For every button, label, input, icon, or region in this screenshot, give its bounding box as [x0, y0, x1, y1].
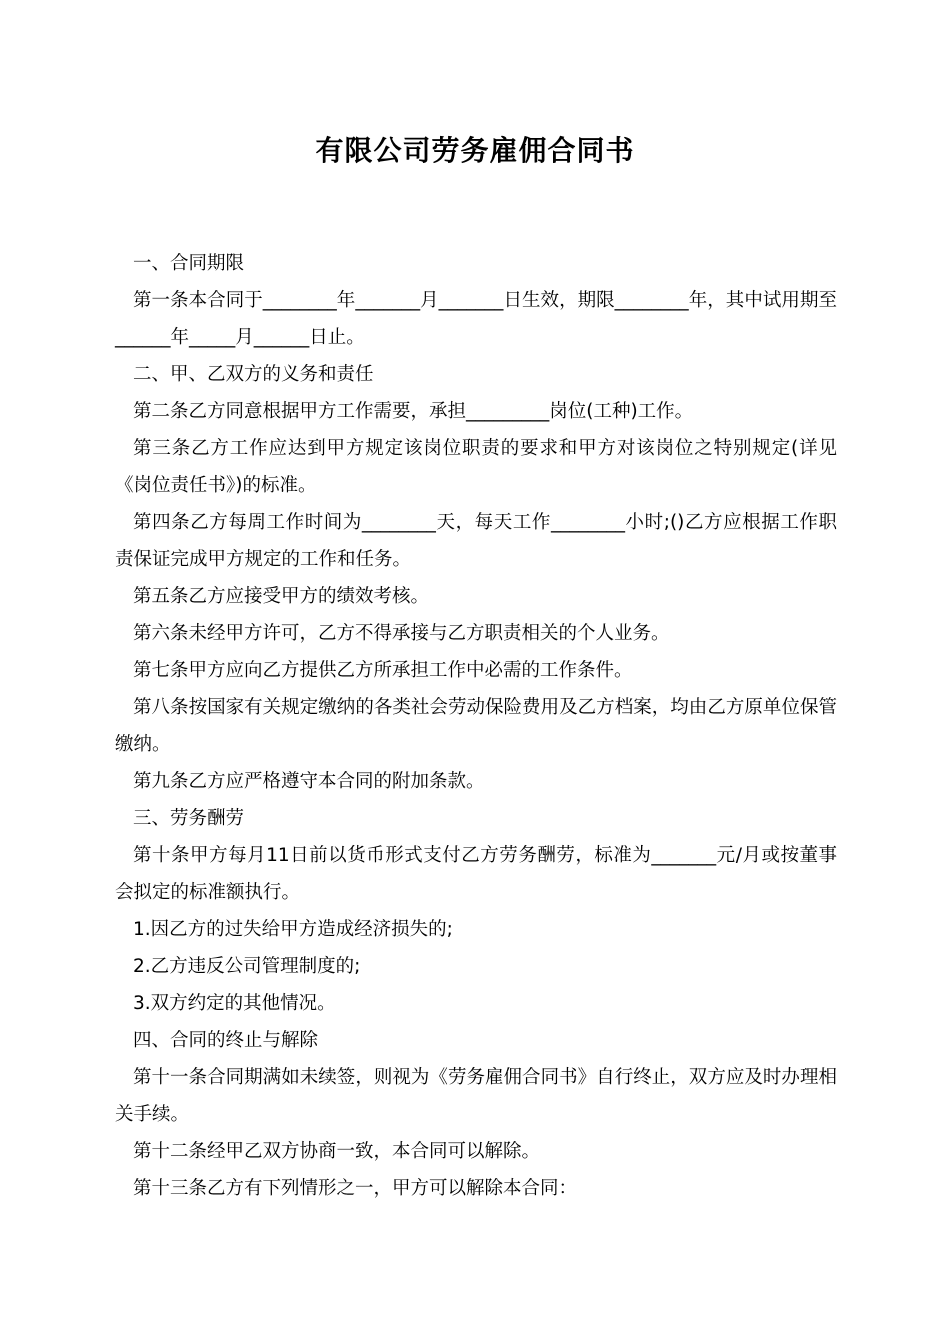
section-heading: 三、劳务酬劳	[133, 808, 245, 829]
clause-paragraph: 第二条乙方同意根据甲方工作需要，承担_________岗位(工种)工作。	[133, 401, 694, 422]
list-item: 3.双方约定的其他情况。	[133, 993, 336, 1014]
clause-paragraph: 第十二条经甲乙双方协商一致，本合同可以解除。	[133, 1141, 541, 1162]
list-item: 2.乙方违反公司管理制度的;	[133, 956, 361, 977]
clause-paragraph: 第一条本合同于________年_______月_______日生效，期限________年，其中试用期至______年_____月______日止。	[115, 290, 837, 348]
section-heading: 二、甲、乙双方的义务和责任	[133, 364, 374, 385]
clause-paragraph: 第六条未经甲方许可，乙方不得承接与乙方职责相关的个人业务。	[133, 623, 670, 644]
clause-paragraph: 第三条乙方工作应达到甲方规定该岗位职责的要求和甲方对该岗位之特别规定(详见《岗位责任书》)的标准。	[115, 438, 837, 496]
document-title: 有限公司劳务雇佣合同书	[315, 134, 635, 167]
section-heading: 一、合同期限	[133, 253, 245, 274]
clause-paragraph: 第十条甲方每月11日前以货币形式支付乙方劳务酬劳，标准为_______元/月或按董事会拟定的标准额执行。	[115, 845, 837, 903]
list-item: 1.因乙方的过失给甲方造成经济损失的;	[133, 919, 453, 940]
clause-paragraph: 第十一条合同期满如未续签，则视为《劳务雇佣合同书》自行终止，双方应及时办理相关手续。	[115, 1067, 837, 1125]
clause-paragraph: 第五条乙方应接受甲方的绩效考核。	[133, 586, 430, 607]
clause-paragraph: 第四条乙方每周工作时间为________天，每天工作________小时;()乙方应根据工作职责保证完成甲方规定的工作和任务。	[115, 512, 837, 570]
clause-paragraph: 第七条甲方应向乙方提供乙方所承担工作中必需的工作条件。	[133, 660, 633, 681]
clause-paragraph: 第八条按国家有关规定缴纳的各类社会劳动保险费用及乙方档案，均由乙方原单位保管缴纳。	[115, 697, 837, 755]
section-heading: 四、合同的终止与解除	[133, 1030, 319, 1051]
clause-paragraph: 第九条乙方应严格遵守本合同的附加条款。	[133, 771, 485, 792]
clause-paragraph: 第十三条乙方有下列情形之一，甲方可以解除本合同：	[133, 1178, 578, 1199]
document-body	[115, 245, 837, 1207]
